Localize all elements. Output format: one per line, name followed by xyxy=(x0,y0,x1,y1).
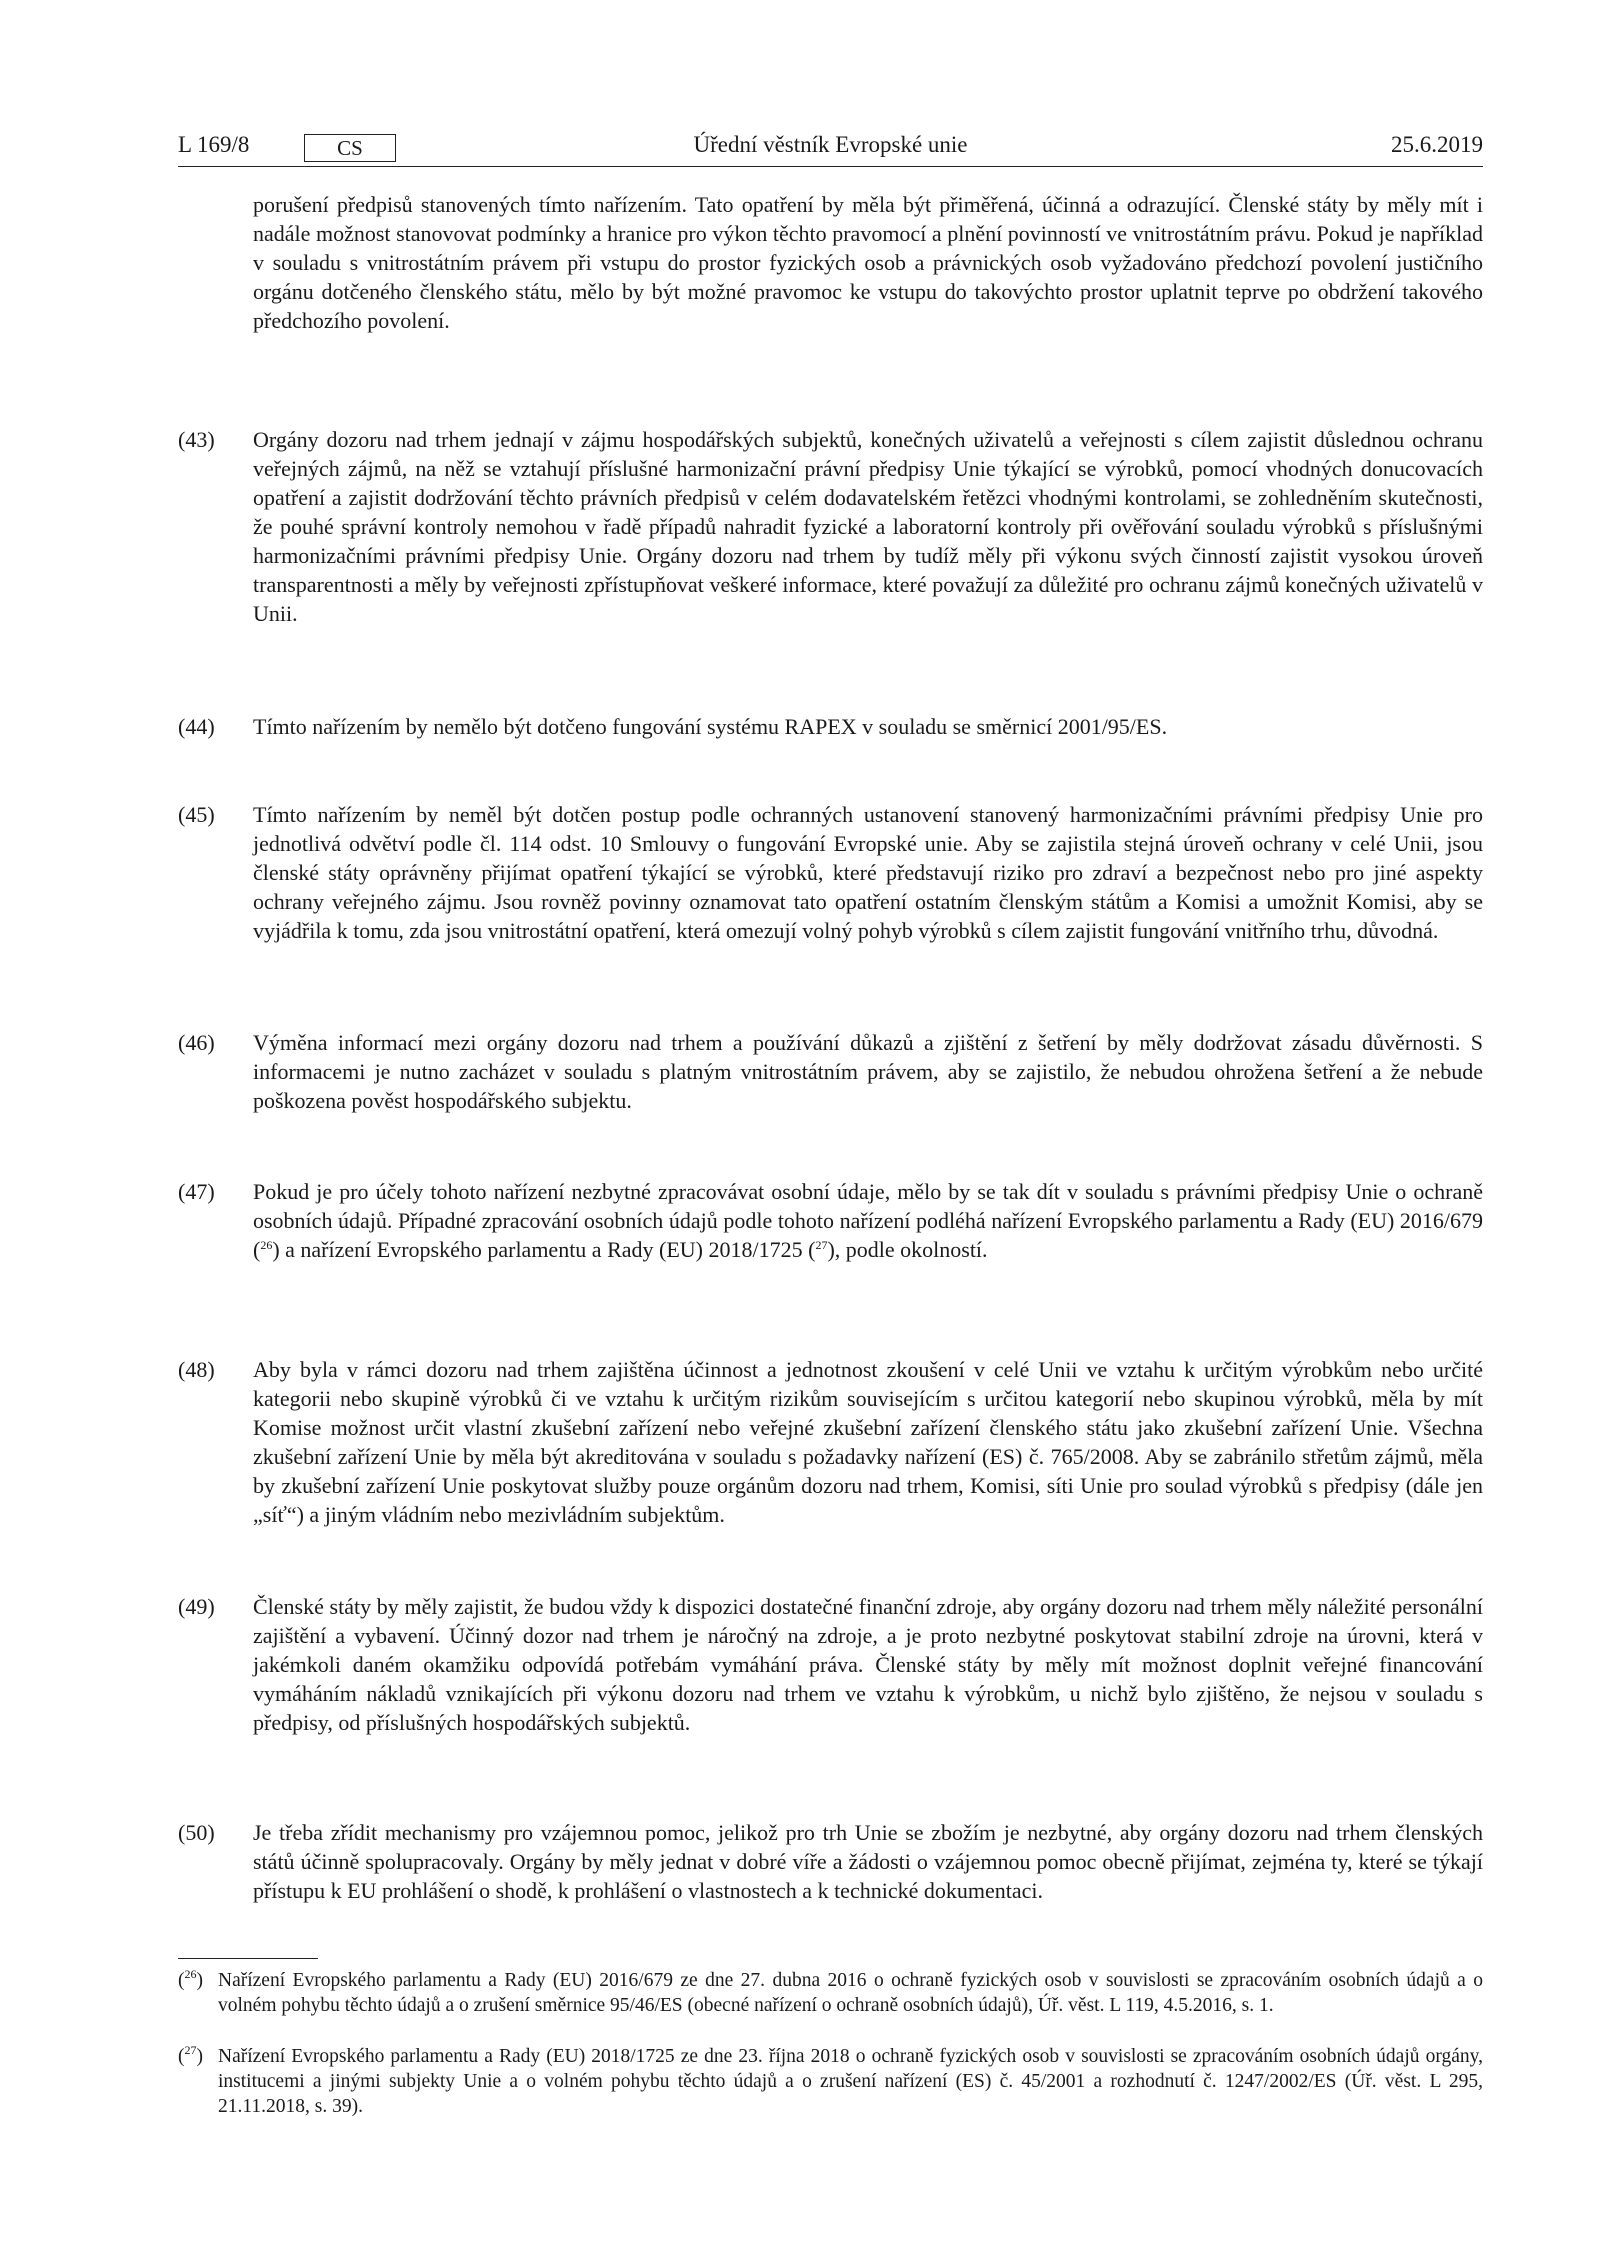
footnote-ref[interactable]: 27 xyxy=(815,1238,828,1252)
recital-45 xyxy=(178,800,1483,945)
footnote-number-value: 26 xyxy=(184,1967,197,1981)
recital-48 xyxy=(178,1355,1483,1529)
footnote-26 xyxy=(178,1968,1483,2018)
recital-text: Tímto nařízením by nemělo být dotčeno fungování systému RAPEX v souladu se směrnicí 2001/95/ES. xyxy=(253,714,1168,739)
footnote-number: ($^{26}$) xyxy=(178,1967,203,1991)
footnote-divider xyxy=(178,1958,318,1959)
recital-text: Výměna informací mezi orgány dozoru nad trhem a používání důkazů a zjištění z šetření by měly dodržovat zásadu důvěrnosti. S informacemi je nutno zacházet v souladu s platným vnitrostátním právem, aby se zajistilo, že nebudou ohrožena šetření a že nebude poškozena pověst hospodářského subjektu. xyxy=(253,1030,1483,1113)
footnote-text: Nařízení Evropského parlamentu a Rady (EU) 2016/679 ze dne 27. dubna 2016 o ochraně fyzických osob v souvislosti se zpracováním osobních údajů a o volném pohybu těchto údajů a o zrušení směrnice 95/46/ES (obecné nařízení o ochraně osobních údajů), Úř. věst. L 119, 4.5.2016, s. 1. xyxy=(218,1970,1483,2016)
recital-number: (44) xyxy=(178,714,215,739)
continued-paragraph: porušení předpisů stanovených tímto nařízením. Tato opatření by měla být přiměřená, účinná a odrazující. Členské státy by měly mít i nadále možnost stanovovat podmínky a hranice pro výkon těchto pravomocí a plnění povinností ve vnitrostátním právu. Pokud je například v souladu s vnitrostátním právem při vstupu do prostor fyzických osob a právnických osob vyžadováno předchozí povolení justičního orgánu dotčeného členského státu, mělo by být možné pravomoc ke vstupu do takovýchto prostor uplatnit teprve po obdržení takového předchozího povolení. xyxy=(253,192,1483,333)
recital-number: (49) xyxy=(178,1594,215,1619)
publication-date: 25.6.2019 xyxy=(1391,132,1483,157)
footnote-ref[interactable]: 26 xyxy=(260,1238,273,1252)
recital-number: (45) xyxy=(178,802,215,827)
recital-number: (48) xyxy=(178,1357,215,1382)
recital-text: Tímto nařízením by neměl být dotčen postup podle ochranných ustanovení stanovený harmonizačními právními předpisy Unie pro jednotlivá odvětví podle čl. 114 odst. 10 Smlouvy o fungování Evropské unie. Aby se zajistila stejná úroveň ochrany v celé Unii, jsou členské státy oprávněny přijímat opatření týkající se výrobků, které představují riziko pro zdraví a bezpečnost nebo pro jiné aspekty ochrany veřejného zájmu. Jsou rovněž povinny oznamovat tato opatření ostatním členským státům a Komisi a umožnit Komisi, aby se vyjádřila k tomu, zda jsou vnitrostátní opatření, která omezují volný pohyb výrobků s cílem zajistit fungování vnitřního trhu, důvodná. xyxy=(253,802,1483,943)
recital-47 xyxy=(178,1177,1483,1264)
recital-46 xyxy=(178,1028,1483,1115)
recital-text: Aby byla v rámci dozoru nad trhem zajištěna účinnost a jednotnost zkoušení v celé Unii ve vztahu k určitým výrobkům nebo určité kategorii nebo skupině výrobků či ve vztahu k určitým rizikům souvisejícím s určitou kategorií nebo skupinou výrobků, měla by mít Komise možnost určit vlastní zkušební zařízení nebo veřejné zkušební zařízení členského státu jako zkušební zařízení Unie. Všechna zkušební zařízení Unie by měla být akreditována v souladu s požadavky nařízení (ES) č. 765/2008. Aby se zabránilo střetům zájmů, měla by zkušební zařízení Unie poskytovat služby pouze orgánům dozoru nad trhem, Komisi, síti Unie pro soulad výrobků s předpisy (dále jen „síť“) a jiným vládním nebo mezivládním subjektům. xyxy=(253,1357,1483,1527)
recital-44 xyxy=(178,712,1483,741)
footnote-number: ($^{27}$) xyxy=(178,2043,203,2067)
recital-49 xyxy=(178,1592,1483,1737)
page-header xyxy=(178,132,1483,167)
recital-number: (43) xyxy=(178,427,215,452)
recital-43 xyxy=(178,425,1483,628)
recital-50 xyxy=(178,1818,1483,1905)
recital-number: (50) xyxy=(178,1820,215,1845)
recital-text-part: ), podle okolností. xyxy=(827,1237,988,1262)
recital-text-part: Pokud je pro účely tohoto nařízení nezbytné zpracovávat osobní údaje, mělo by se tak dít v souladu s právními předpisy Unie o ochraně osobních údajů. Případné zpracování osobních údajů podle tohoto nařízení podléhá nařízení Evropského parlamentu a Rady (EU) 2016/679 ( xyxy=(253,1179,1483,1262)
recital-text: Orgány dozoru nad trhem jednají v zájmu hospodářských subjektů, konečných uživatelů a veřejnosti s cílem zajistit důslednou ochranu veřejných zájmů, na něž se vztahují příslušné harmonizační právní předpisy Unie týkající se výrobků, pomocí vhodných donucovacích opatření a zajistit dodržování těchto právních předpisů v celém dodavatelském řetězci vhodnými kontrolami, se zohledněním skutečnosti, že pouhé správní kontroly nemohou v řadě případů nahradit fyzické a laboratorní kontroly při ověřování souladu výrobků s příslušnými harmonizačními právními předpisy Unie. Orgány dozoru nad trhem by tudíž měly při výkonu svých činností zajistit vysokou úroveň transparentnosti a měly by veřejnosti zpřístupňovat veškeré informace, které považují za důležité pro ochranu zájmů konečných uživatelů v Unii. xyxy=(253,427,1483,626)
language-badge: CS xyxy=(304,134,396,162)
recital-text-part: ) a nařízení Evropského parlamentu a Rady (EU) 2018/1725 ( xyxy=(272,1237,816,1262)
recital-text: Členské státy by měly zajistit, že budou vždy k dispozici dostatečné finanční zdroje, aby orgány dozoru nad trhem měly náležité personální zajištění a vybavení. Účinný dozor nad trhem je náročný na zdroje, a je proto nezbytné poskytovat stabilní zdroje na úrovni, která v jakémkoli daném okamžiku odpovídá potřebám vymáhání práva. Členské státy by měly mít možnost doplnit veřejné financování vymáháním nákladů vznikajících při výkonu dozoru nad trhem ve vztahu k výrobkům, u nichž bylo zjištěno, že nejsou v souladu s předpisy, od příslušných hospodářských subjektů. xyxy=(253,1594,1483,1735)
page-reference: L 169/8 xyxy=(178,132,250,157)
footnote-27 xyxy=(178,2044,1483,2119)
recital-text: Je třeba zřídit mechanismy pro vzájemnou pomoc, jelikož pro trh Unie se zbožím je nezbytné, aby orgány dozoru nad trhem členských států účinně spolupracovaly. Orgány by měly jednat v dobré víře a žádosti o vzájemnou pomoc obecně přijímat, zejména ty, které se týkají přístupu k EU prohlášení o shodě, k prohlášení o vlastnostech a k technické dokumentaci. xyxy=(253,1820,1483,1903)
recital-number: (47) xyxy=(178,1179,215,1204)
journal-title: Úřední věstník Evropské unie xyxy=(693,132,968,157)
footnote-text: Nařízení Evropského parlamentu a Rady (EU) 2018/1725 ze dne 23. října 2018 o ochraně fyzických osob v souvislosti se zpracováním osobních údajů orgány, institucemi a jinými subjekty Unie a o volném pohybu těchto údajů a o zrušení nařízení (ES) č. 45/2001 a rozhodnutí č. 1247/2002/ES (Úř. věst. L 295, 21.11.2018, s. 39). xyxy=(218,2046,1483,2117)
footnote-number-value: 27 xyxy=(184,2043,197,2057)
recital-text xyxy=(253,1177,1483,1264)
recital-number: (46) xyxy=(178,1030,215,1055)
